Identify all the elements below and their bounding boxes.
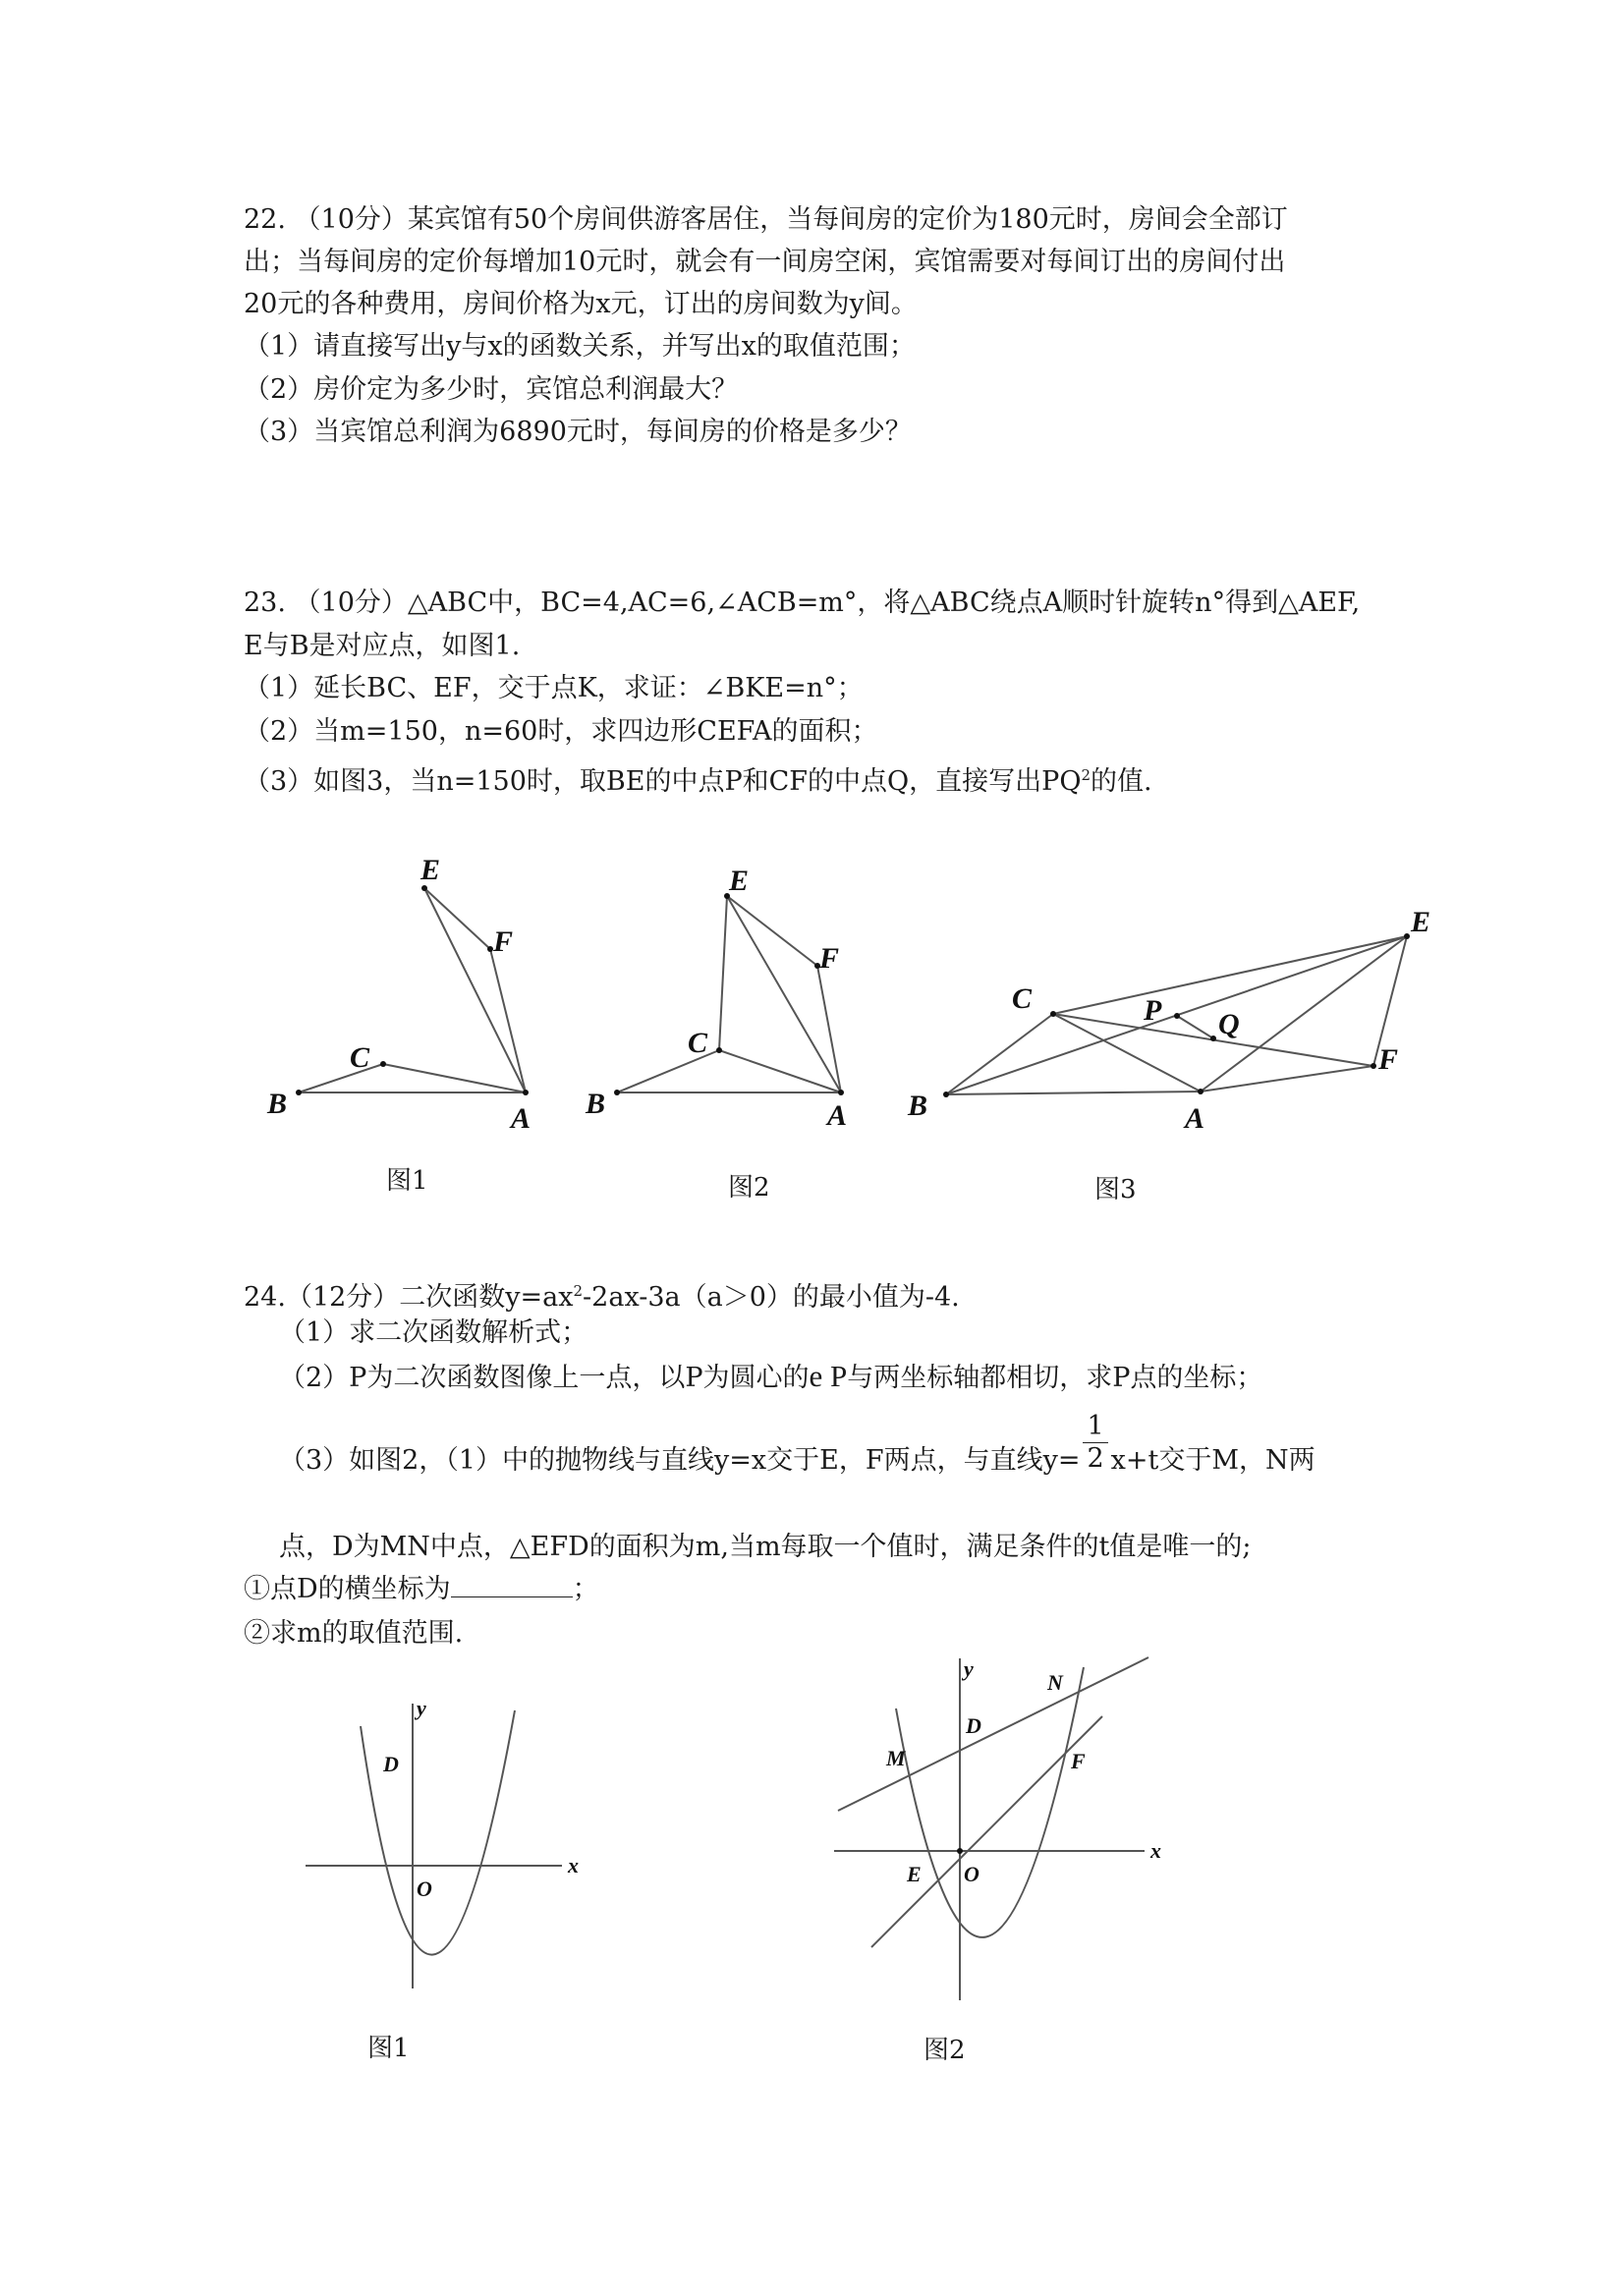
q24-fig2-label-e: E bbox=[907, 1862, 922, 1886]
q24-fig1-label-o: O bbox=[417, 1876, 432, 1901]
q23-fig1-label-a: A bbox=[511, 1102, 532, 1135]
q23-caption-fig2: 图2 bbox=[728, 1173, 770, 1203]
q23-part-3-end: 的值. bbox=[1091, 766, 1152, 797]
q23-line-2: E与B是对应点，如图1. bbox=[244, 631, 521, 661]
q24-part-3-text: （3）如图2，（1）中的抛物线与直线y=x交于E，F两点，与直线y= bbox=[279, 1445, 1081, 1476]
q24-fig2-label-o: O bbox=[964, 1862, 979, 1886]
q24-sub-1-text: ①点D的横坐标为 bbox=[244, 1574, 451, 1604]
q22-part-2: （2）房价定为多少时，宾馆总利润最大？ bbox=[244, 374, 739, 405]
q23-fig1-label-b: B bbox=[267, 1088, 288, 1120]
q24-fig1-label-x: x bbox=[568, 1853, 579, 1877]
q24-fraction-denominator: 2 bbox=[1087, 1443, 1104, 1474]
q24-caption-fig2: 图2 bbox=[923, 2036, 966, 2065]
q24-fig2-line-y-equals-x bbox=[871, 1716, 1102, 1947]
q24-sub-2: ②求m的取值范围. bbox=[244, 1618, 464, 1649]
q23-caption-fig3: 图3 bbox=[1094, 1175, 1137, 1204]
q23-part-1: （1）延长BC、EF，交于点K，求证：∠BKE=n°； bbox=[244, 673, 864, 703]
q24-fig2-label-n: N bbox=[1047, 1670, 1063, 1695]
q24-fig1-axes bbox=[306, 1704, 562, 1988]
q24-fig1-parabola bbox=[361, 1710, 515, 1955]
q23-fig3-label-e: E bbox=[1411, 906, 1431, 938]
q24-fig2-label-m: M bbox=[886, 1746, 906, 1770]
q24-fraction-numerator: 1 bbox=[1083, 1411, 1107, 1443]
q23-fig2-label-f: F bbox=[819, 942, 840, 975]
q24-fig2-line-half-x-plus-t bbox=[838, 1657, 1148, 1811]
q24-line-continued: 点，D为MN中点，△EFD的面积为m,当m每取一个值时，满足条件的t值是唯一的; bbox=[279, 1532, 1252, 1562]
q24-fig1-label-y: y bbox=[417, 1696, 426, 1720]
q23-part-2: （2）当m=150，n=60时，求四边形CEFA的面积； bbox=[244, 716, 878, 747]
q24-part-1: （1）求二次函数解析式； bbox=[279, 1317, 588, 1348]
q23-fig1-label-c: C bbox=[350, 1041, 370, 1074]
q24-fig2-label-f: F bbox=[1071, 1749, 1086, 1773]
q24-part-2-end: 与两坐标轴都相切，求P点的坐标； bbox=[847, 1363, 1263, 1393]
q24-fig2-label-d: D bbox=[966, 1713, 981, 1738]
q24-caption-fig1: 图1 bbox=[367, 2034, 410, 2063]
q24-fig2-label-y: y bbox=[964, 1656, 974, 1681]
q24-fig2-label-x: x bbox=[1150, 1838, 1161, 1863]
q24-fig2-parabola bbox=[896, 1667, 1084, 1937]
q23-fig3-label-c: C bbox=[1012, 982, 1033, 1015]
q24-part-3-end: x+t交于M，N两 bbox=[1110, 1445, 1315, 1476]
q24-fig1-label-d: D bbox=[383, 1752, 399, 1776]
q24-line-1-text: 24.（12分）二次函数y=ax bbox=[244, 1282, 574, 1313]
q22-part-1: （1）请直接写出y与x的函数关系，并写出x的取值范围； bbox=[244, 331, 916, 362]
q23-line-1: 23. （10分）△ABC中，BC=4,AC=6,∠ACB=m°，将△ABC绕点A顺时针旋转n°得到△AEF, bbox=[244, 588, 1361, 618]
q23-fig3-label-f: F bbox=[1378, 1043, 1399, 1076]
q23-fig2-label-c: C bbox=[688, 1027, 708, 1059]
q23-fig3-label-a: A bbox=[1185, 1102, 1205, 1135]
q23-fig2-label-b: B bbox=[586, 1088, 606, 1120]
q23-fig2-label-e: E bbox=[729, 865, 750, 897]
q22-line-3: 20元的各种费用，房间价格为x元，订出的房间数为y间。 bbox=[244, 289, 918, 319]
q23-fig3-label-p: P bbox=[1144, 994, 1162, 1027]
q24-part-2-text: （2）P为二次函数图像上一点，以P为圆心的 bbox=[279, 1363, 810, 1393]
q23-fig3-label-q: Q bbox=[1218, 1008, 1240, 1040]
q23-fig1-label-f: F bbox=[493, 925, 514, 958]
q23-part-3-text: （3）如图3，当n=150时，取BE的中点P和CF的中点Q，直接写出PQ bbox=[244, 766, 1082, 797]
q24-superscript: 2 bbox=[573, 1282, 584, 1300]
q23-superscript: 2 bbox=[1081, 766, 1091, 784]
q23-fig2-label-a: A bbox=[827, 1099, 848, 1132]
q23-fig1-label-e: E bbox=[420, 854, 441, 886]
q23-caption-fig1: 图1 bbox=[386, 1166, 428, 1196]
q22-line-1: 22. （10分）某宾馆有50个房间供游客居住，当每间房的定价为180元时，房间会全部订 bbox=[244, 204, 1288, 235]
q23-fig3-label-b: B bbox=[908, 1090, 928, 1122]
q24-sub-1-end: ； bbox=[572, 1574, 599, 1604]
q22-part-3: （3）当宾馆总利润为6890元时，每间房的价格是多少？ bbox=[244, 417, 912, 447]
q24-circle-symbol: e P bbox=[809, 1359, 848, 1393]
q24-line-1-end: -2ax-3a（a＞0）的最小值为-4. bbox=[583, 1282, 960, 1313]
q22-line-2: 出；当每间房的定价每增加10元时，就会有一间房空闲，宾馆需要对每间订出的房间付出 bbox=[244, 247, 1286, 277]
